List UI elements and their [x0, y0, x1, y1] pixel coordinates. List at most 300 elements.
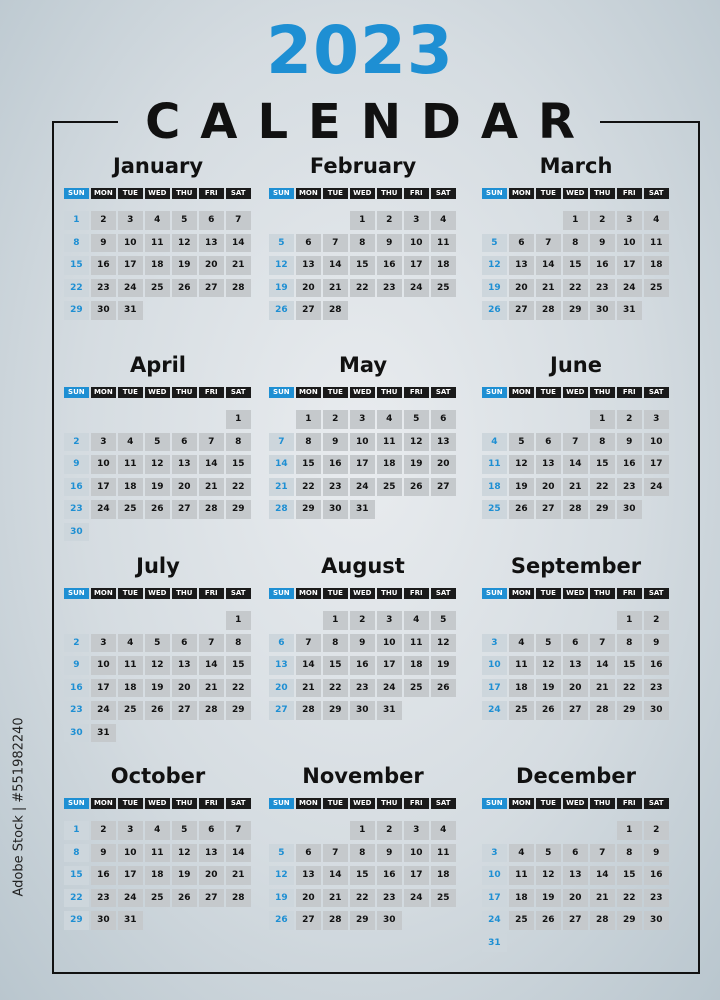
date-cell: 17	[91, 679, 116, 698]
date-cell: 2	[644, 821, 669, 840]
date-cell: 31	[617, 301, 642, 320]
weekday-label-sat: SAT	[226, 798, 251, 809]
date-cell: 20	[296, 889, 321, 908]
date-cell: 5	[145, 634, 170, 653]
date-cell: 29	[350, 911, 375, 930]
weekday-label-tue: TUE	[118, 387, 143, 398]
weekday-label-sat: SAT	[644, 387, 669, 398]
weekday-label-thu: THU	[377, 188, 402, 199]
month-name: December	[516, 764, 636, 788]
date-cell: 4	[145, 821, 170, 840]
date-cell: 7	[226, 821, 251, 840]
weekday-label-mon: MON	[296, 387, 321, 398]
week-row	[482, 211, 670, 230]
date-cell: 9	[644, 844, 669, 863]
empty-cell	[482, 410, 507, 429]
month-name: November	[302, 764, 424, 788]
date-cell: 12	[172, 234, 197, 253]
date-cell: 9	[644, 634, 669, 653]
weekday-label-wed: WED	[145, 588, 170, 599]
sunday-date-cell: 19	[269, 889, 294, 908]
week-row	[482, 433, 670, 452]
weekday-label-thu: THU	[590, 798, 615, 809]
date-cell: 18	[118, 679, 143, 698]
month-name: August	[321, 554, 405, 578]
date-cell: 10	[617, 234, 642, 253]
sunday-date-cell: 12	[269, 866, 294, 885]
empty-cell	[509, 611, 534, 630]
sunday-date-cell: 25	[482, 500, 507, 519]
sunday-date-cell: 5	[269, 844, 294, 863]
week-row	[269, 656, 457, 675]
date-cell: 15	[617, 866, 642, 885]
week-row	[482, 256, 670, 275]
date-cell: 23	[350, 679, 375, 698]
weekday-header	[269, 188, 457, 199]
weekday-header	[269, 387, 457, 398]
empty-cell	[590, 934, 615, 953]
date-cell: 24	[404, 889, 429, 908]
date-cell: 29	[226, 701, 251, 720]
date-cell: 28	[296, 701, 321, 720]
weekday-header	[64, 798, 252, 809]
weekday-label-mon: MON	[91, 798, 116, 809]
date-cell: 22	[226, 679, 251, 698]
date-cell: 16	[377, 866, 402, 885]
empty-cell	[644, 301, 669, 320]
date-cell: 23	[617, 478, 642, 497]
date-cell: 23	[377, 279, 402, 298]
weekday-label-fri: FRI	[617, 588, 642, 599]
date-cell: 13	[563, 866, 588, 885]
stock-watermark	[4, 717, 34, 898]
week-row	[482, 634, 670, 653]
empty-cell	[226, 301, 251, 320]
month-september	[482, 552, 670, 724]
date-cell: 14	[226, 844, 251, 863]
month-name: March	[539, 154, 613, 178]
days-grid	[64, 410, 252, 541]
date-cell: 28	[199, 500, 224, 519]
sunday-date-cell: 7	[269, 433, 294, 452]
empty-cell	[350, 301, 375, 320]
empty-cell	[145, 611, 170, 630]
week-row	[64, 911, 252, 930]
date-cell: 25	[404, 679, 429, 698]
empty-cell	[226, 523, 251, 542]
date-cell: 28	[323, 911, 348, 930]
frame-bottom	[52, 972, 700, 974]
date-cell: 28	[590, 911, 615, 930]
week-row	[64, 724, 252, 743]
empty-cell	[509, 934, 534, 953]
date-cell: 2	[91, 211, 116, 230]
date-cell: 27	[199, 889, 224, 908]
weekday-label-sat: SAT	[226, 588, 251, 599]
date-cell: 24	[404, 279, 429, 298]
date-cell: 30	[617, 500, 642, 519]
date-cell: 16	[350, 656, 375, 675]
date-cell: 4	[644, 211, 669, 230]
date-cell: 24	[91, 701, 116, 720]
weekday-label-mon: MON	[296, 798, 321, 809]
weekday-label-tue: TUE	[118, 188, 143, 199]
date-cell: 7	[590, 634, 615, 653]
date-cell: 31	[91, 724, 116, 743]
date-cell: 4	[404, 611, 429, 630]
month-february	[269, 152, 457, 324]
sunday-date-cell: 3	[482, 634, 507, 653]
empty-cell	[563, 410, 588, 429]
frame-top-right	[600, 121, 700, 123]
date-cell: 6	[172, 433, 197, 452]
date-cell: 14	[323, 866, 348, 885]
date-cell: 6	[296, 844, 321, 863]
date-cell: 31	[118, 301, 143, 320]
sunday-date-cell: 26	[269, 301, 294, 320]
date-cell: 30	[350, 701, 375, 720]
week-row	[482, 911, 670, 930]
date-cell: 2	[377, 211, 402, 230]
empty-cell	[172, 611, 197, 630]
date-cell: 21	[199, 478, 224, 497]
empty-cell	[509, 821, 534, 840]
week-row	[482, 301, 670, 320]
weekday-label-thu: THU	[172, 188, 197, 199]
date-cell: 19	[404, 455, 429, 474]
date-cell: 1	[617, 611, 642, 630]
weekday-label-tue: TUE	[536, 387, 561, 398]
date-cell: 15	[590, 455, 615, 474]
weekday-label-tue: TUE	[323, 387, 348, 398]
date-cell: 23	[91, 279, 116, 298]
week-row	[269, 410, 457, 429]
date-cell: 27	[431, 478, 456, 497]
date-cell: 28	[226, 279, 251, 298]
date-cell: 10	[377, 634, 402, 653]
empty-cell	[563, 821, 588, 840]
empty-cell	[563, 934, 588, 953]
month-november	[269, 762, 457, 934]
date-cell: 8	[350, 844, 375, 863]
date-cell: 18	[509, 679, 534, 698]
date-cell: 7	[590, 844, 615, 863]
date-cell: 3	[91, 433, 116, 452]
weekday-label-wed: WED	[350, 188, 375, 199]
date-cell: 23	[644, 889, 669, 908]
weekday-header	[64, 387, 252, 398]
weekday-header	[482, 588, 670, 599]
date-cell: 25	[118, 500, 143, 519]
date-cell: 19	[145, 679, 170, 698]
sunday-date-cell: 6	[269, 634, 294, 653]
date-cell: 1	[617, 821, 642, 840]
date-cell: 7	[226, 211, 251, 230]
weekday-label-thu: THU	[590, 588, 615, 599]
weekday-label-fri: FRI	[199, 588, 224, 599]
sunday-date-cell: 2	[64, 634, 89, 653]
date-cell: 18	[377, 455, 402, 474]
week-row	[64, 844, 252, 863]
date-cell: 29	[617, 701, 642, 720]
weekday-label-sat: SAT	[226, 188, 251, 199]
date-cell: 31	[350, 500, 375, 519]
empty-cell	[431, 500, 456, 519]
empty-cell	[269, 821, 294, 840]
empty-cell	[536, 410, 561, 429]
weekday-label-sun: SUN	[269, 387, 294, 398]
week-row	[482, 279, 670, 298]
sunday-date-cell: 26	[269, 911, 294, 930]
weekday-header	[269, 798, 457, 809]
date-cell: 1	[226, 410, 251, 429]
empty-cell	[226, 724, 251, 743]
date-cell: 20	[563, 679, 588, 698]
date-cell: 30	[644, 701, 669, 720]
weekday-label-wed: WED	[563, 588, 588, 599]
date-cell: 18	[431, 256, 456, 275]
month-may	[269, 351, 457, 523]
date-cell: 13	[172, 656, 197, 675]
date-cell: 14	[536, 256, 561, 275]
calendar-title: CALENDAR	[145, 94, 595, 150]
date-cell: 27	[199, 279, 224, 298]
date-cell: 28	[536, 301, 561, 320]
date-cell: 8	[563, 234, 588, 253]
weekday-label-sat: SAT	[431, 588, 456, 599]
date-cell: 25	[431, 279, 456, 298]
week-row	[64, 656, 252, 675]
date-cell: 20	[296, 279, 321, 298]
week-row	[64, 301, 252, 320]
date-cell: 26	[404, 478, 429, 497]
date-cell: 12	[509, 455, 534, 474]
date-cell: 7	[563, 433, 588, 452]
date-cell: 22	[350, 279, 375, 298]
week-row	[482, 701, 670, 720]
date-cell: 16	[644, 656, 669, 675]
weekday-label-tue: TUE	[536, 798, 561, 809]
sunday-date-cell: 19	[269, 279, 294, 298]
date-cell: 24	[350, 478, 375, 497]
sunday-date-cell: 20	[269, 679, 294, 698]
week-row	[482, 455, 670, 474]
date-cell: 6	[199, 821, 224, 840]
empty-cell	[482, 611, 507, 630]
week-row	[269, 911, 457, 930]
week-row	[269, 611, 457, 630]
sunday-date-cell: 31	[482, 934, 507, 953]
date-cell: 30	[590, 301, 615, 320]
date-cell: 4	[509, 634, 534, 653]
sunday-date-cell: 16	[64, 679, 89, 698]
date-cell: 20	[172, 679, 197, 698]
sunday-date-cell: 12	[269, 256, 294, 275]
sunday-date-cell: 19	[482, 279, 507, 298]
empty-cell	[145, 301, 170, 320]
frame-left	[52, 121, 54, 974]
empty-cell	[536, 934, 561, 953]
weekday-label-sun: SUN	[482, 188, 507, 199]
date-cell: 16	[91, 256, 116, 275]
sunday-date-cell: 13	[269, 656, 294, 675]
weekday-header	[482, 387, 670, 398]
week-row	[269, 821, 457, 840]
days-grid	[482, 211, 670, 320]
week-row	[482, 478, 670, 497]
week-row	[64, 523, 252, 542]
weekday-label-fri: FRI	[404, 188, 429, 199]
week-row	[64, 433, 252, 452]
date-cell: 2	[590, 211, 615, 230]
date-cell: 19	[509, 478, 534, 497]
empty-cell	[269, 211, 294, 230]
week-row	[482, 821, 670, 840]
date-cell: 5	[509, 433, 534, 452]
date-cell: 1	[563, 211, 588, 230]
date-cell: 13	[199, 844, 224, 863]
date-cell: 24	[644, 478, 669, 497]
sunday-date-cell: 3	[482, 844, 507, 863]
weekday-label-mon: MON	[509, 588, 534, 599]
date-cell: 2	[377, 821, 402, 840]
date-cell: 31	[118, 911, 143, 930]
date-cell: 19	[145, 478, 170, 497]
date-cell: 1	[226, 611, 251, 630]
date-cell: 24	[118, 889, 143, 908]
date-cell: 21	[323, 279, 348, 298]
week-row	[64, 821, 252, 840]
empty-cell	[172, 410, 197, 429]
date-cell: 13	[536, 455, 561, 474]
days-grid	[482, 410, 670, 519]
date-cell: 11	[145, 234, 170, 253]
date-cell: 11	[509, 866, 534, 885]
date-cell: 7	[296, 634, 321, 653]
date-cell: 9	[91, 844, 116, 863]
date-cell: 11	[431, 844, 456, 863]
empty-cell	[590, 821, 615, 840]
empty-cell	[536, 211, 561, 230]
date-cell: 26	[536, 701, 561, 720]
date-cell: 10	[91, 455, 116, 474]
date-cell: 5	[145, 433, 170, 452]
date-cell: 9	[590, 234, 615, 253]
weekday-label-thu: THU	[590, 188, 615, 199]
date-cell: 14	[296, 656, 321, 675]
date-cell: 25	[431, 889, 456, 908]
date-cell: 25	[377, 478, 402, 497]
weekday-label-sat: SAT	[644, 188, 669, 199]
weekday-label-sun: SUN	[269, 188, 294, 199]
date-cell: 23	[590, 279, 615, 298]
empty-cell	[536, 611, 561, 630]
weekday-label-fri: FRI	[199, 798, 224, 809]
date-cell: 16	[590, 256, 615, 275]
date-cell: 7	[323, 234, 348, 253]
empty-cell	[172, 724, 197, 743]
date-cell: 30	[644, 911, 669, 930]
date-cell: 6	[509, 234, 534, 253]
frame-top-left	[52, 121, 118, 123]
date-cell: 31	[377, 701, 402, 720]
date-cell: 3	[377, 611, 402, 630]
sunday-date-cell: 29	[64, 911, 89, 930]
weekday-label-fri: FRI	[404, 387, 429, 398]
weekday-label-fri: FRI	[617, 387, 642, 398]
date-cell: 21	[590, 889, 615, 908]
date-cell: 14	[199, 455, 224, 474]
date-cell: 4	[145, 211, 170, 230]
date-cell: 9	[617, 433, 642, 452]
week-row	[64, 611, 252, 630]
date-cell: 22	[617, 679, 642, 698]
sunday-date-cell: 10	[482, 656, 507, 675]
week-row	[269, 211, 457, 230]
date-cell: 25	[509, 911, 534, 930]
date-cell: 19	[172, 866, 197, 885]
sunday-date-cell: 16	[64, 478, 89, 497]
date-cell: 6	[296, 234, 321, 253]
date-cell: 16	[91, 866, 116, 885]
date-cell: 26	[145, 500, 170, 519]
date-cell: 17	[617, 256, 642, 275]
date-cell: 29	[563, 301, 588, 320]
month-october	[64, 762, 252, 934]
weekday-label-thu: THU	[172, 798, 197, 809]
watermark-text: Adobe Stock | #551982240	[11, 717, 27, 897]
date-cell: 4	[509, 844, 534, 863]
date-cell: 17	[644, 455, 669, 474]
weekday-label-tue: TUE	[323, 588, 348, 599]
date-cell: 3	[404, 821, 429, 840]
date-cell: 1	[590, 410, 615, 429]
empty-cell	[172, 911, 197, 930]
empty-cell	[64, 410, 89, 429]
weekday-label-mon: MON	[296, 588, 321, 599]
weekday-label-wed: WED	[145, 387, 170, 398]
date-cell: 14	[323, 256, 348, 275]
date-cell: 26	[172, 279, 197, 298]
date-cell: 22	[590, 478, 615, 497]
weekday-label-mon: MON	[509, 188, 534, 199]
empty-cell	[199, 301, 224, 320]
date-cell: 3	[644, 410, 669, 429]
empty-cell	[199, 911, 224, 930]
empty-cell	[91, 523, 116, 542]
weekday-label-thu: THU	[377, 798, 402, 809]
weekday-label-sun: SUN	[269, 588, 294, 599]
empty-cell	[644, 500, 669, 519]
date-cell: 7	[536, 234, 561, 253]
sunday-date-cell: 8	[64, 234, 89, 253]
empty-cell	[91, 611, 116, 630]
date-cell: 21	[226, 256, 251, 275]
date-cell: 1	[350, 211, 375, 230]
weekday-label-mon: MON	[296, 188, 321, 199]
weekday-label-mon: MON	[509, 387, 534, 398]
week-row	[269, 701, 457, 720]
date-cell: 20	[199, 866, 224, 885]
weekday-label-sat: SAT	[431, 798, 456, 809]
week-row	[269, 478, 457, 497]
date-cell: 25	[118, 701, 143, 720]
date-cell: 6	[199, 211, 224, 230]
date-cell: 17	[91, 478, 116, 497]
date-cell: 4	[431, 821, 456, 840]
sunday-date-cell: 14	[269, 455, 294, 474]
date-cell: 20	[563, 889, 588, 908]
